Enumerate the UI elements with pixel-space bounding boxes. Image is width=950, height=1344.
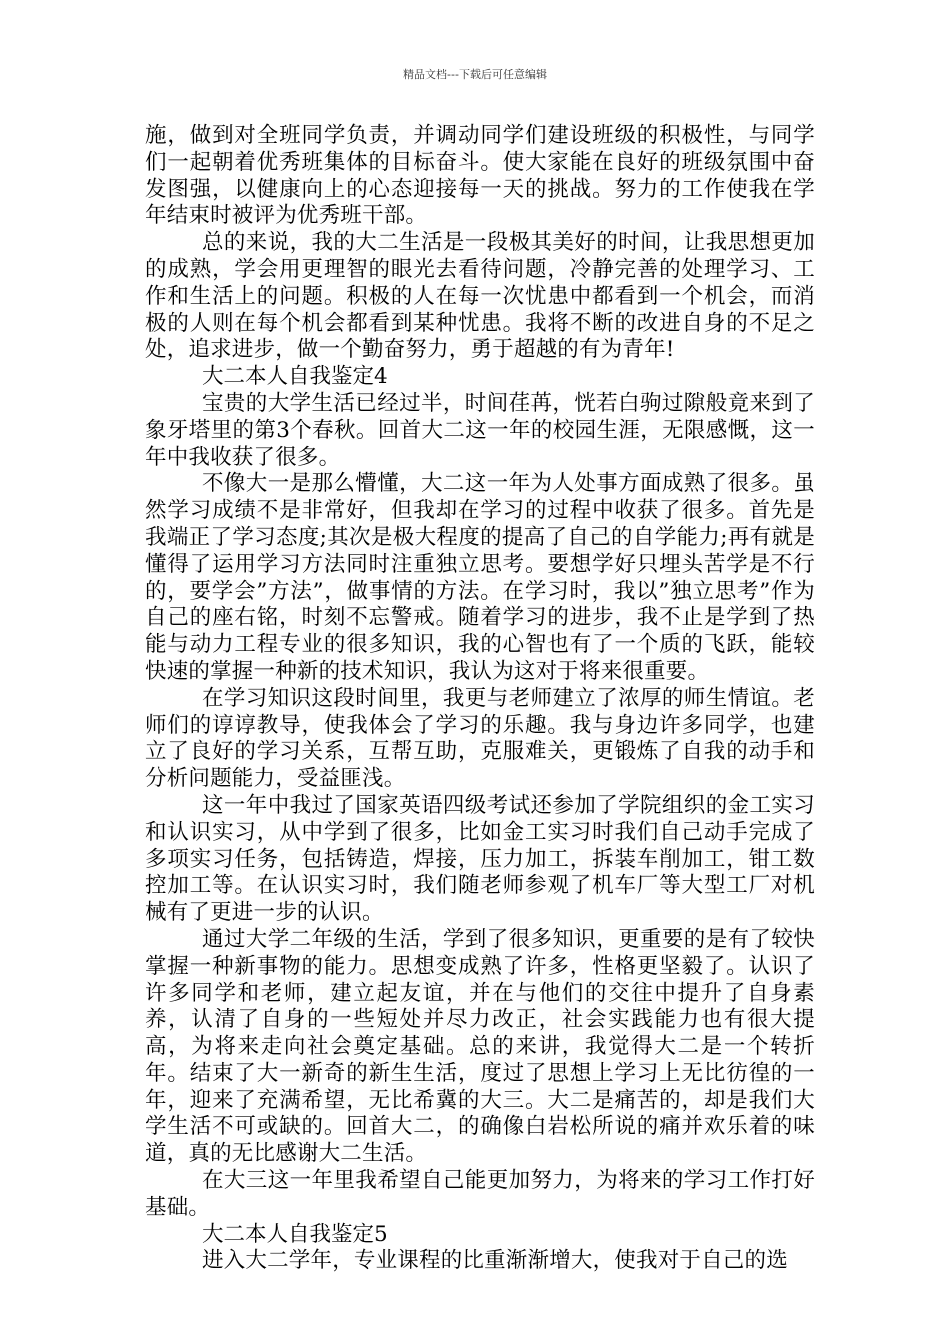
- paragraph-6: 这一年中我过了国家英语四级考试还参加了学院组织的金工实习和认识实习，从中学到了很多，比如金工实习时我们自己动手完成了多项实习任务，包括铸造，焊接，压力加工，拆装车削加工，钳工数控加工等。在认识实习时，我们随老师参观了机车厂等大型工厂对机械有了更进一步的认识。: [145, 792, 815, 926]
- paragraph-5: 在学习知识这段时间里，我更与老师建立了浓厚的师生情谊。老师们的谆谆教导，使我体会了学习的乐趣。我与身边许多同学，也建立了良好的学习关系，互帮互助，克服难关，更锻炼了自我的动手和分析问题能力，受益匪浅。: [145, 685, 815, 792]
- paragraph-3: 宝贵的大学生活已经过半，时间荏苒，恍若白驹过隙般竟来到了象牙塔里的第3个春秋。回首大二这一年的校园生涯，无限感慨，这一年中我收获了很多。: [145, 390, 815, 470]
- paragraph-1: 施，做到对全班同学负责，并调动同学们建设班级的积极性，与同学们一起朝着优秀班集体的目标奋斗。使大家能在良好的班级氛围中奋发图强，以健康向上的心态迎接每一天的挑战。努力的工作使我在学年结束时被评为优秀班干部。: [145, 123, 815, 229]
- section-heading-5: 大二本人自我鉴定5: [202, 1221, 388, 1247]
- page-header: 精品文档---下载后可任意编辑: [403, 68, 547, 81]
- paragraph-8: 在大三这一年里我希望自己能更加努力，为将来的学习工作打好基础。: [145, 1168, 815, 1220]
- paragraph-9: 进入大二学年，专业课程的比重渐渐增大，使我对于自己的选: [202, 1248, 788, 1274]
- section-heading-4: 大二本人自我鉴定4: [202, 364, 388, 390]
- paragraph-4: 不像大一是那么懵懂，大二这一年为人处事方面成熟了很多。虽然学习成绩不是非常好，但我却在学习的过程中收获了很多。首先是我端正了学习态度;其次是极大程度的提高了自己的自学能力;再有就是懂得了运用学习方法同时注重独立思考。要想学好只埋头苦学是不行的，要学会”方法”，做事情的方法。在学习时，我以”独立思考”作为自己的座右铭，时刻不忘警戒。随着学习的进步，我不止是学到了热能与动力工程专业的很多知识，我的心智也有了一个质的飞跃，能较快速的掌握一种新的技术知识，我认为这对于将来很重要。: [145, 471, 815, 684]
- paragraph-2: 总的来说，我的大二生活是一段极其美好的时间，让我思想更加的成熟，学会用更理智的眼光去看待问题，冷静完善的处理学习、工作和生活上的问题。积极的人在每一次忧患中都看到一个机会，而消极的人则在每个机会都看到某种忧患。我将不断的改进自身的不足之处，追求进步，做一个勤奋努力，勇于超越的有为青年!: [145, 230, 815, 363]
- document-body: [145, 123, 815, 1275]
- paragraph-7: 通过大学二年级的生活，学到了很多知识，更重要的是有了较快掌握一种新事物的能力。思想变成熟了许多，性格更坚毅了。认识了许多同学和老师，建立起友谊，并在与他们的交往中提升了自身素养，认清了自身的一些短处并尽力改正，社会实践能力也有很大提高，为将来走向社会奠定基础。总的来讲，我觉得大二是一个转折年。结束了大一新奇的新生生活，度过了思想上学习上无比彷徨的一年，迎来了充满希望，无比希冀的大三。大二是痛苦的，却是我们大学生活不可或缺的。回首大二，的确像白岩松所说的痛并欢乐着的味道，真的无比感谢大二生活。: [145, 926, 815, 1167]
